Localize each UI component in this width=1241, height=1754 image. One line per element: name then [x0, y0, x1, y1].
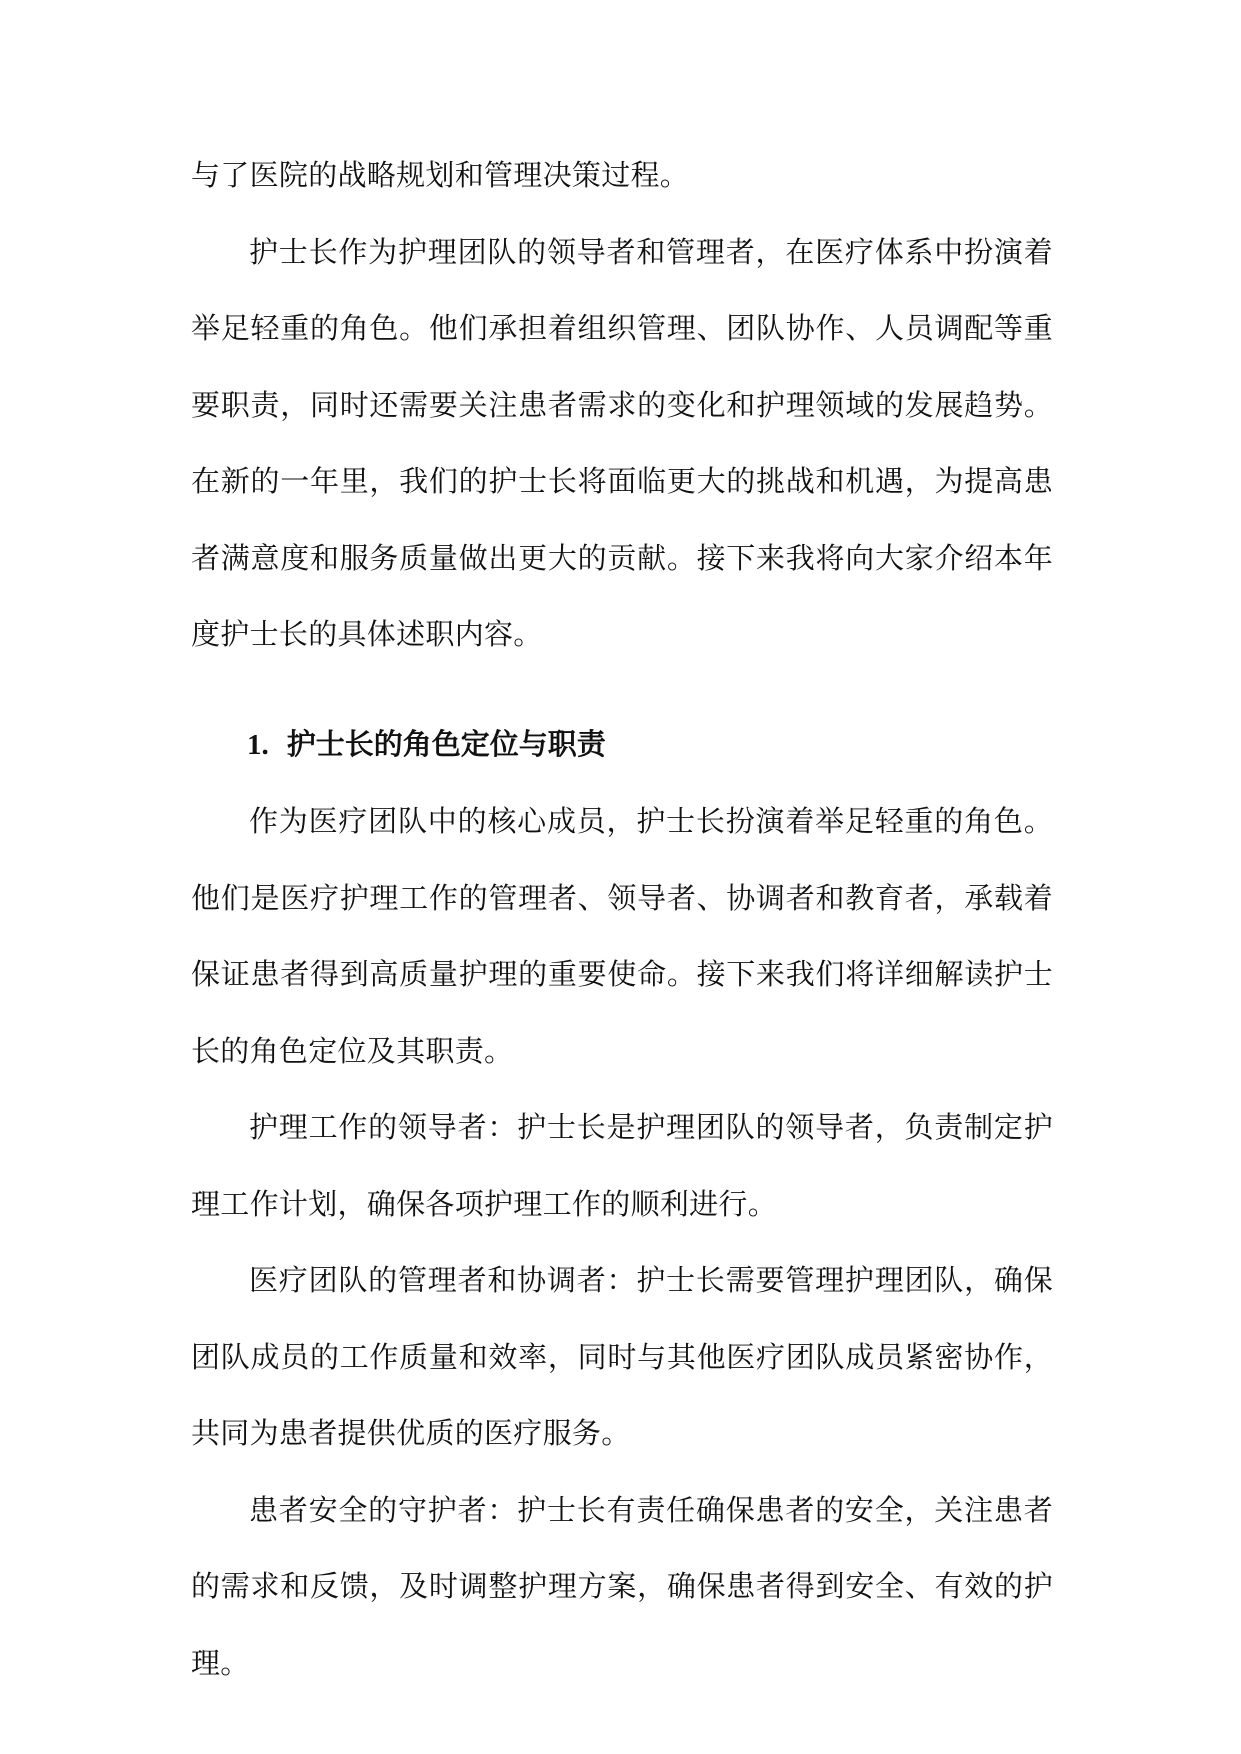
section-heading	[191, 706, 1053, 784]
section-title: 护士长的角色定位与职责	[286, 726, 606, 761]
paragraph-intro: 护士长作为护理团队的领导者和管理者，在医疗体系中扮演着举足轻重的角色。他们承担着组织管理、团队协作、人员调配等重要职责，同时还需要关注患者需求的变化和护理领域的发展趋势。在新的一年里，我们的护士长将面临更大的挑战和机遇，为提高患者满意度和服务质量做出更大的贡献。接下来我将向大家介绍本年度护士长的具体述职内容。	[191, 234, 1053, 651]
paragraph-role-overview: 作为医疗团队中的核心成员，护士长扮演着举足轻重的角色。他们是医疗护理工作的管理者、领导者、协调者和教育者，承载着保证患者得到高质量护理的重要使命。接下来我们将详细解读护士长的角色定位及其职责。	[191, 804, 1053, 1068]
paragraph-leader: 护理工作的领导者：护士长是护理团队的领导者，负责制定护理工作计划，确保各项护理工作的顺利进行。	[191, 1110, 1053, 1221]
paragraph-continuation: 与了医院的战略规划和管理决策过程。	[191, 158, 690, 192]
document-body	[191, 137, 1053, 1701]
paragraph-manager-coordinator: 医疗团队的管理者和协调者：护士长需要管理护理团队，确保团队成员的工作质量和效率，同时与其他医疗团队成员紧密协作，共同为患者提供优质的医疗服务。	[191, 1263, 1053, 1450]
section-number: 1.	[247, 728, 269, 761]
paragraph-safety-guardian: 患者安全的守护者：护士长有责任确保患者的安全，关注患者的需求和反馈，及时调整护理方案，确保患者得到安全、有效的护理。	[191, 1492, 1053, 1680]
